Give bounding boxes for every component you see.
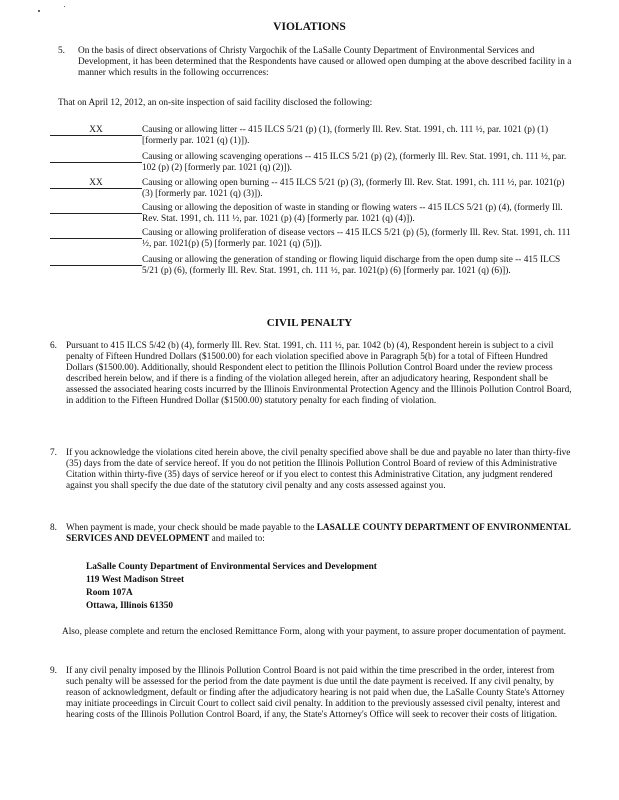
violation-text: Causing or allowing scavenging operations -- 415 ILCS 5/21 (p) (2), (formerly Ill. Rev. Stat. 1991, ch. 111 ½, par. 102 (p) (2) [formerly par. 1021 (q) (2)]).: [142, 152, 567, 173]
payee-name: LASALLE COUNTY DEPARTMENT OF ENVIRONMENTAL SERVICES AND DEVELOPMENT: [66, 523, 571, 544]
remittance-note: Also, please complete and return the enclosed Remittance Form, along with your payment, to assure proper documentation of payment.: [62, 627, 566, 637]
violation-mark-blank: [50, 255, 142, 266]
paragraph-7-number: 7.: [50, 448, 57, 458]
address-line: Ottawa, Illinois 61350: [86, 601, 174, 611]
violation-text: Causing or allowing open burning -- 415 ILCS 5/21 (p) (3), (formerly Ill. Rev. Stat. 1991, ch. 111 ½, par. 1021(p) (3) [formerly par. 1021 (q) (3)]).: [142, 178, 565, 199]
violation-mark-blank: [50, 203, 142, 214]
paragraph-5-number: 5.: [58, 46, 65, 56]
violation-mark-blank: XX: [50, 178, 142, 189]
violation-mark-blank: [50, 228, 142, 239]
inspection-statement: That on April 12, 2012, an on-site inspection of said facility disclosed the following:: [58, 98, 373, 108]
payment-instruction-tail: and mailed to:: [209, 534, 265, 544]
paragraph-8-text: [66, 523, 572, 545]
payment-instruction: When payment is made, your check should be made payable to the: [66, 523, 317, 533]
paragraph-9-number: 9.: [50, 666, 57, 676]
address-line: LaSalle County Department of Environmental Services and Development: [86, 562, 377, 572]
paragraph-6-text: Pursuant to 415 ILCS 5/42 (b) (4), formerly Ill. Rev. Stat. 1991, ch. 111 ½, par. 1042 (b) (4), Respondent herein is subject to a civil penalty of Fifteen Hundred Dollars ($1500.00) for each violation specified above in Paragraph 5(b) for a total of Fifteen Hundred Dollars ($1500.00). Additionally, should Respondent elect to petition the Illinois Pollution Control Board under the review process described herein below, and if there is a finding of the violation alleged herein, after an adjudicatory hearing, Respondent shall be assessed the associated hearing costs incurred by the Illinois Environmental Protection Agency and the Illinois Pollution Control Board, in addition to the Fifteen Hundred Dollar ($1500.00) statutory penalty for each finding of violation.: [66, 341, 572, 406]
violation-mark-blank: [50, 152, 142, 163]
scan-speck: [38, 10, 40, 12]
address-line: 119 West Madison Street: [86, 575, 185, 585]
violation-text: Causing or allowing proliferation of disease vectors -- 415 ILCS 5/21 (p) (5), (formerly Ill. Rev. Stat. 1991, ch. 111 ½, par. 1021(p) (5) [formerly par. 1021 (q) (5)]).: [142, 228, 571, 249]
civil-penalty-heading: CIVIL PENALTY: [266, 317, 353, 329]
paragraph-8-number: 8.: [50, 523, 57, 533]
violation-mark-blank: XX: [50, 125, 142, 136]
mailing-address: [86, 561, 377, 613]
violation-text: Causing or allowing litter -- 415 ILCS 5/21 (p) (1), (formerly Ill. Rev. Stat. 1991, ch. 111 ½, par. 1021 (p) (1) [formerly par. 1021 (q) (1)]).: [142, 125, 549, 146]
scan-speck: [64, 6, 65, 7]
paragraph-6-number: 6.: [50, 341, 57, 351]
paragraph-7-text: If you acknowledge the violations cited herein above, the civil penalty specified above shall be due and payable no later than thirty-five (35) days from the date of service hereof. If you do not petition the Illinois Pollution Control Board of review of this Administrative Citation within thirty-five (35) days of service hereof or if you elect to contest this Administrative Citation, any judgment rendered against you shall specify the due date of the statutory civil penalty and any costs assessed against you.: [66, 448, 571, 491]
violation-text: Causing or allowing the generation of standing or flowing liquid discharge from the open dump site -- 415 ILCS 5/21 (p) (6), (formerly Ill. Rev. Stat. 1991, ch. 111 ½, par. 1021(p) (6) [formerly par. 1021 (q) (6)]).: [142, 255, 561, 276]
paragraph-5-text: On the basis of direct observations of Christy Vargochik of the LaSalle County Department of Environmental Services and Development, it has been determined that the Respondents have caused or allowed open dumping at the above described facility in a manner which results in the following occurrences:: [78, 46, 572, 78]
violations-heading: VIOLATIONS: [273, 21, 346, 33]
violation-text: Causing or allowing the deposition of waste in standing or flowing waters -- 415 ILCS 5/21 (p) (4), (formerly Ill. Rev. Stat. 1991, ch. 111 ½, par. 1021 (p) (4) [formerly par. 1021 (q) (4)]).: [142, 203, 563, 224]
address-line: Room 107A: [86, 588, 133, 598]
paragraph-9-text: If any civil penalty imposed by the Illinois Pollution Control Board is not paid within the time prescribed in the order, interest from such penalty will be assessed for the period from the date payment is due until the date payment is received. If any civil penalty, by reason of acknowledgment, default or finding after the adjudicatory hearing is not paid when due, the LaSalle County State's Attorney may initiate proceedings in Circuit Court to collect said civil penalty. In addition to the previously assessed civil penalty, interest and hearing costs of the Illinois Pollution Control Board, if any, the State's Attorney's Office will seek to recover their costs of litigation.: [66, 666, 565, 720]
